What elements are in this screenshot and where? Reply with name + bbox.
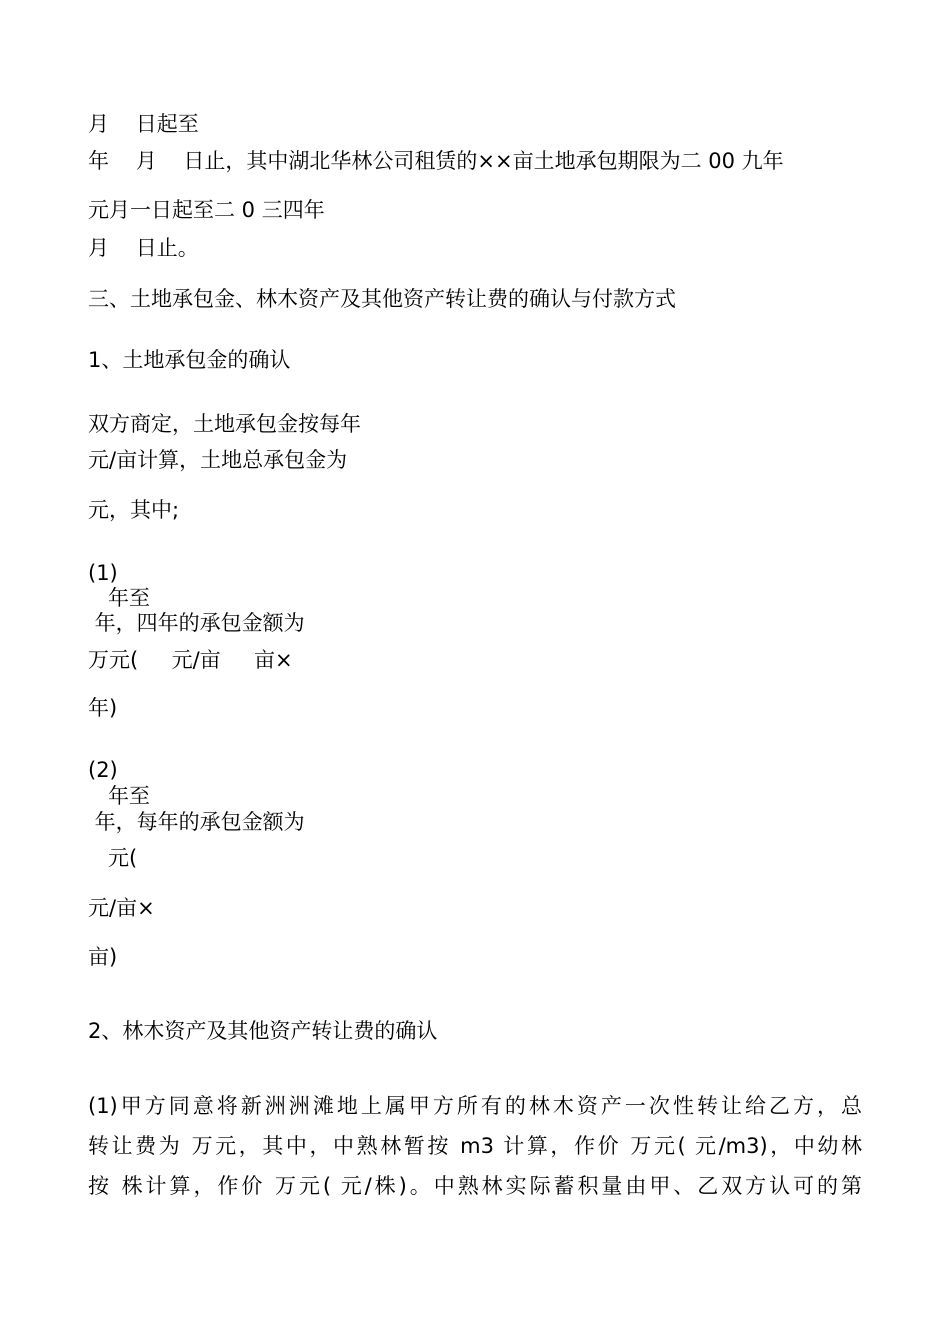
text-line: 元( <box>88 846 138 870</box>
text-line: 元月一日起至二 0 三四年 <box>88 198 325 222</box>
text-line: 年至 <box>88 586 151 610</box>
text-line: 月 日止。 <box>88 236 199 260</box>
list-marker: (1) <box>88 561 118 585</box>
text-line: 年，四年的承包金额为 <box>88 611 305 635</box>
text-line: 万元( 元/亩 亩× <box>88 648 293 672</box>
text-line: 元/亩× <box>88 896 155 920</box>
subsection-heading: 1、土地承包金的确认 <box>88 348 291 372</box>
subsection-heading: 2、林木资产及其他资产转让费的确认 <box>88 1019 438 1043</box>
text-line: 年 月 日止，其中湖北华林公司租赁的××亩土地承包期限为二 00 九年 <box>88 149 784 173</box>
section-heading: 三、土地承包金、林木资产及其他资产转让费的确认与付款方式 <box>88 287 676 311</box>
body-paragraph <box>88 1086 862 1206</box>
text-line: 元，其中; <box>88 498 180 522</box>
paragraph-line: 按 株计算，作价 万元( 元/株)。中熟林实际蓄积量由甲、乙双方认可的第 <box>88 1174 862 1198</box>
text-line: 年至 <box>88 784 151 808</box>
text-line: 亩) <box>88 945 118 969</box>
text-line: 元/亩计算，土地总承包金为 <box>88 448 348 472</box>
paragraph-line: 转让费为 万元，其中，中熟林暂按 m3 计算，作价 万元( 元/m3)，中幼林 <box>88 1134 862 1158</box>
paragraph-line: (1)甲方同意将新洲洲滩地上属甲方所有的林木资产一次性转让给乙方，总 <box>88 1094 862 1118</box>
list-marker: (2) <box>88 758 118 782</box>
text-line: 年，每年的承包金额为 <box>88 810 305 834</box>
text-line: 月 日起至 <box>88 112 199 136</box>
text-line: 双方商定，土地承包金按每年 <box>88 412 361 436</box>
text-line: 年) <box>88 696 118 720</box>
